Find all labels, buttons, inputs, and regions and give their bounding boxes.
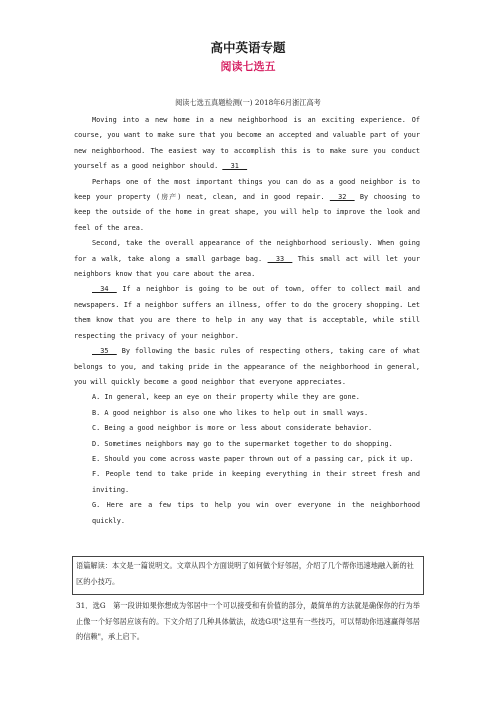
passage-paragraph-2 [74, 175, 420, 237]
option-e: E. Should you come across waste paper thrown out of a passing car, pick it up. [92, 454, 414, 463]
passage-paragraph-5 [74, 344, 420, 390]
source-line: 阅读七选五真题检测(一) 2018年6月浙江高考 [175, 98, 321, 107]
blank-34: __34__ [92, 285, 117, 294]
option-c: C. Being a good neighbor is more or less about considerate behavior. [92, 424, 373, 433]
option-b: B. A good neighbor is also one who likes to help out in small ways. [92, 408, 369, 417]
paragraph-text: By following the basic rules of respecting others, taking care of what belongs to you, and taking pride in the appearance of the neighborhood in general, you will quickly become a good neighbor that everyone appreciates. [74, 347, 420, 386]
blank-35: __35__ [92, 347, 117, 356]
blank-32: __32__ [329, 193, 355, 202]
passage-paragraph-1 [74, 113, 420, 175]
option-a: A. In general, keep an eye on their property while they are gone. [92, 393, 360, 402]
passage-interpretation-note: 语篇解读：本文是一篇说明文。文章从四个方面说明了如何做个好邻居，介绍了几个帮你迅速地融入新的社区的小技巧。 [76, 561, 414, 586]
paragraph-text: By choosing to keep the outside of the home in great shape, you will help to improve the look and feel of the area. [74, 193, 420, 232]
blank-31: __31__ [222, 162, 248, 171]
blank-33: __33__ [267, 254, 293, 263]
paragraph-text: This small act will let your neighbors know that you care about the area. [74, 254, 420, 279]
document-title: 高中英语专题 [210, 40, 286, 55]
paragraph-text: Moving into a new home in a new neighborhood is an exciting experience. Of course, you want to make sure that you become an accepted and valuable part of your new neighborhood. The easiest way to accomplish this is to make sure you conduct yourself as a good neighbor should. [74, 116, 420, 171]
document-subtitle: 阅读七选五 [220, 60, 276, 73]
passage-body [74, 113, 420, 529]
answer-explanation: 31．选G 第一段讲如果你想成为邻居中一个可以接受和有价值的部分，最简单的方法就是确保你的行为举止像一个好邻居应该有的。下文介绍了几种具体做法，故选G项"这里有一些技巧，可以帮助你迅速赢得邻居的信赖"，承上启下。 [76, 601, 420, 641]
passage-paragraph-4 [74, 282, 420, 344]
paragraph-text: Perhaps one of the most important things you can do as a good neighbor is to keep your property (房产) neat, clean, and in good repair. [74, 177, 420, 202]
option-f: F. People tend to take pride in keeping everything in their street fresh and inviting. [92, 470, 420, 494]
paragraph-text: Second, take the overall appearance of the neighborhood seriously. When going for a walk, take along a small garbage bag. [74, 239, 420, 263]
passage-paragraph-3 [74, 236, 420, 282]
paragraph-text: If a neighbor is going to be out of town, offer to collect mail and newspapers. If a neighbor suffers an illness, offer to do the grocery shopping. Let them know that you are there to help in any way that is acceptable, while still respecting the privacy of your neighbor. [74, 285, 420, 340]
option-d: D. Sometimes neighbors may go to the supermarket together to do shopping. [92, 439, 393, 448]
option-g: G. Here are a few tips to help you win over everyone in the neighborhood quickly. [92, 501, 420, 525]
